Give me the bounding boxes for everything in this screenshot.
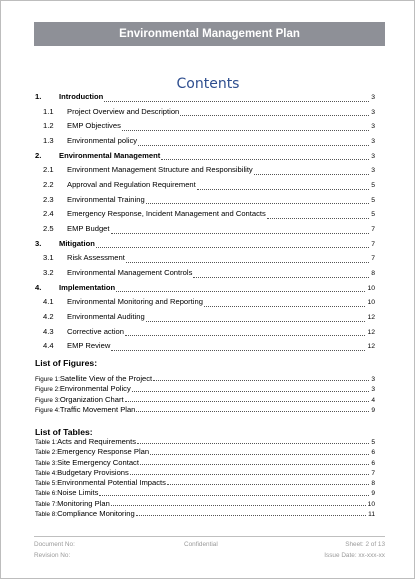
toc-entry-label: Emergency Response, Incident Management and Contacts	[67, 209, 266, 219]
entry-prefix: Table 2:	[35, 449, 58, 457]
table-entry[interactable]	[35, 437, 375, 447]
table-entry[interactable]	[35, 447, 375, 457]
toc-entry[interactable]	[35, 222, 375, 237]
entry-label: Monitoring Plan	[57, 498, 110, 508]
toc-entry-page: 5	[371, 196, 375, 204]
toc-leader-dots	[267, 218, 369, 219]
toc-entry-label: EMP Review	[67, 341, 111, 351]
toc-entry-label: Project Overview and Description	[67, 106, 180, 116]
toc-leader-dots	[125, 335, 365, 336]
toc-entry-page: 12	[367, 343, 375, 351]
toc-entry-label: Mitigation	[59, 238, 95, 248]
toc-entry-page: 10	[367, 284, 375, 292]
toc-entry-number: 1.3	[43, 135, 54, 145]
toc-entry-page: 3	[371, 123, 375, 131]
entry-page: 10	[367, 500, 375, 508]
toc-entry[interactable]	[35, 90, 375, 105]
entry-leader-dots	[167, 484, 369, 485]
toc-entry[interactable]	[35, 325, 375, 340]
toc-entry-page: 7	[371, 240, 375, 248]
footer-sheet: Sheet: 2 of 13	[345, 541, 385, 548]
footer-revision-no: Revision No:	[34, 552, 71, 559]
toc-entry-page: 10	[367, 299, 375, 307]
entry-prefix: Figure 4:	[35, 406, 60, 414]
entry-page: 3	[371, 386, 375, 394]
figures-heading: List of Figures:	[35, 358, 98, 368]
toc-entry-label: Environment Management Structure and Responsibility	[67, 165, 253, 175]
figure-entry[interactable]	[35, 405, 375, 415]
toc-entry-number: 1.1	[43, 106, 54, 116]
entry-prefix: Table 6:	[35, 490, 58, 498]
toc-entry-page: 7	[371, 226, 375, 233]
toc-leader-dots	[146, 321, 366, 322]
toc-entry-page: 3	[371, 167, 375, 175]
toc-entry-label: Introduction	[59, 92, 104, 101]
entry-prefix: Table 5:	[35, 480, 58, 488]
toc-entry[interactable]	[35, 251, 375, 266]
toc-entry-number: 2.5	[43, 224, 54, 233]
entry-leader-dots	[150, 454, 369, 455]
entry-prefix: Table 4:	[35, 469, 58, 477]
toc-entry-label: Environmental Management	[59, 150, 161, 160]
entry-label: Noise Limits	[57, 488, 99, 498]
table-entry[interactable]	[35, 488, 375, 498]
toc-entry-label: Environmental Training	[67, 194, 145, 204]
toc-entry-number: 3.2	[43, 267, 54, 277]
toc-entry[interactable]	[35, 105, 375, 120]
toc-entry[interactable]	[35, 237, 375, 252]
toc-entry-page: 7	[371, 255, 375, 263]
entry-label: Satellite View of the Project	[59, 374, 153, 383]
entry-label: Site Emergency Contact	[57, 457, 139, 467]
toc-entry[interactable]	[35, 295, 375, 310]
toc-entry-number: 2.3	[43, 194, 54, 204]
entry-leader-dots	[153, 380, 369, 381]
toc-leader-dots	[197, 189, 369, 190]
entry-prefix: Figure 1:	[35, 376, 60, 383]
toc-entry-page: 3	[371, 94, 375, 101]
toc-entry-label: Environmental Auditing	[67, 311, 145, 321]
entry-leader-dots	[136, 515, 366, 516]
toc-entry-label: Implementation	[59, 282, 116, 292]
toc-entry-number: 1.2	[43, 121, 54, 131]
toc-entry-label: Environmental Monitoring and Reporting	[67, 297, 203, 307]
toc-entry-page: 5	[371, 211, 375, 219]
entry-prefix: Table 7:	[35, 500, 58, 508]
toc-entry-number: 3.1	[43, 253, 54, 263]
footer-issue-date: Issue Date: xx-xxx-xx	[324, 552, 385, 559]
toc-entry[interactable]	[35, 339, 375, 354]
toc-leader-dots	[116, 291, 365, 292]
toc-leader-dots	[204, 306, 366, 307]
toc-entry[interactable]	[35, 163, 375, 178]
toc-entry-label: Risk Assessment	[67, 253, 125, 263]
toc-leader-dots	[111, 350, 365, 351]
entry-prefix: Figure 2:	[35, 386, 60, 394]
toc-entry-label: Environmental policy	[67, 135, 138, 145]
footer-confidential: Confidential	[184, 541, 218, 548]
entry-prefix: Table 8:	[35, 511, 58, 519]
entry-leader-dots	[140, 464, 369, 465]
toc-leader-dots	[193, 277, 369, 278]
entry-leader-dots	[130, 474, 370, 475]
document-title: Environmental Management Plan	[119, 28, 300, 40]
toc-entry-number: 4.1	[43, 297, 54, 307]
entry-leader-dots	[132, 391, 370, 392]
toc-entry-number: 4.3	[43, 326, 54, 336]
entry-prefix: Table 1:	[35, 439, 58, 446]
toc-entry-label: Corrective action	[67, 326, 124, 336]
entry-page: 9	[371, 406, 375, 414]
toc-entry-page: 3	[371, 152, 375, 160]
figure-entry[interactable]	[35, 374, 375, 384]
entry-page: 8	[371, 480, 375, 488]
entry-label: Acts and Requirements	[57, 437, 136, 446]
toc-entry-number: 4.4	[43, 341, 54, 351]
toc-leader-dots	[138, 145, 369, 146]
entry-page: 6	[371, 459, 375, 467]
toc-entry[interactable]	[35, 178, 375, 193]
toc-leader-dots	[111, 233, 370, 234]
document-title-bar	[34, 22, 385, 46]
toc-entry-number: 4.	[35, 282, 42, 292]
entry-label: Compliance Monitoring	[57, 509, 135, 519]
list-of-figures	[35, 374, 375, 415]
footer-divider	[34, 536, 385, 537]
toc-entry-page: 3	[371, 137, 375, 145]
toc-leader-dots	[122, 130, 369, 131]
entry-label: Traffic Movement Plan	[59, 404, 136, 414]
entry-leader-dots	[137, 443, 369, 444]
entry-label: Environmental Policy	[59, 384, 131, 394]
toc-entry-number: 1.	[35, 92, 42, 101]
entry-prefix: Figure 3:	[35, 396, 60, 404]
toc-entry-number: 2.4	[43, 209, 54, 219]
entry-page: 4	[371, 396, 375, 404]
toc-entry-page: 8	[371, 269, 375, 277]
entry-page: 9	[371, 490, 375, 498]
entry-page: 5	[371, 439, 375, 446]
entry-leader-dots	[125, 401, 370, 402]
toc-entry-number: 3.	[35, 238, 42, 248]
toc-entry-number: 4.2	[43, 311, 54, 321]
contents-heading: Contents	[176, 76, 240, 92]
toc-entry-label: Environmental Management Controls	[67, 267, 193, 277]
table-entry[interactable]	[35, 478, 375, 488]
figure-entry[interactable]	[35, 395, 375, 405]
entry-leader-dots	[111, 505, 366, 506]
toc-entry[interactable]	[35, 193, 375, 208]
toc-entry-page: 3	[371, 108, 375, 116]
toc-entry-number: 2.2	[43, 179, 54, 189]
toc-entry[interactable]	[35, 207, 375, 222]
entry-page: 11	[368, 511, 375, 519]
toc-entry-page: 12	[367, 313, 375, 321]
toc-entry[interactable]	[35, 149, 375, 164]
table-entry[interactable]	[35, 458, 375, 468]
table-entry[interactable]	[35, 509, 375, 519]
figure-entry[interactable]	[35, 384, 375, 394]
toc-leader-dots	[126, 262, 369, 263]
toc-entry-page: 12	[367, 328, 375, 336]
table-of-contents	[35, 90, 375, 354]
toc-leader-dots	[180, 115, 369, 116]
toc-entry-number: 2.	[35, 150, 42, 160]
toc-entry-label: Approval and Regulation Requirement	[67, 179, 196, 189]
entry-leader-dots	[136, 411, 369, 412]
toc-leader-dots	[96, 247, 369, 248]
entry-label: Environmental Potential Impacts	[57, 478, 166, 488]
entry-page: 6	[371, 449, 375, 457]
footer-document-no: Document No:	[34, 541, 75, 548]
toc-leader-dots	[104, 101, 369, 102]
toc-entry[interactable]	[35, 266, 375, 281]
toc-entry[interactable]	[35, 134, 375, 149]
toc-entry[interactable]	[35, 281, 375, 296]
toc-entry[interactable]	[35, 310, 375, 325]
toc-leader-dots	[161, 159, 369, 160]
toc-leader-dots	[254, 174, 369, 175]
toc-entry-page: 5	[371, 181, 375, 189]
toc-entry-label: EMP Budget	[67, 224, 110, 233]
entry-label: Organization Chart	[59, 394, 124, 404]
entry-label: Emergency Response Plan	[57, 447, 150, 457]
entry-page: 3	[371, 376, 375, 383]
table-entry[interactable]	[35, 499, 375, 509]
toc-leader-dots	[146, 203, 370, 204]
entry-label: Budgetary Provisions	[57, 467, 129, 477]
toc-entry-label: EMP Objectives	[67, 121, 121, 131]
toc-entry-number: 2.1	[43, 165, 54, 175]
table-entry[interactable]	[35, 468, 375, 478]
list-of-tables	[35, 437, 375, 519]
toc-entry[interactable]	[35, 119, 375, 134]
entry-page: 7	[371, 469, 375, 477]
tables-heading: List of Tables:	[35, 427, 93, 437]
entry-leader-dots	[99, 495, 369, 496]
entry-prefix: Table 3:	[35, 459, 58, 467]
